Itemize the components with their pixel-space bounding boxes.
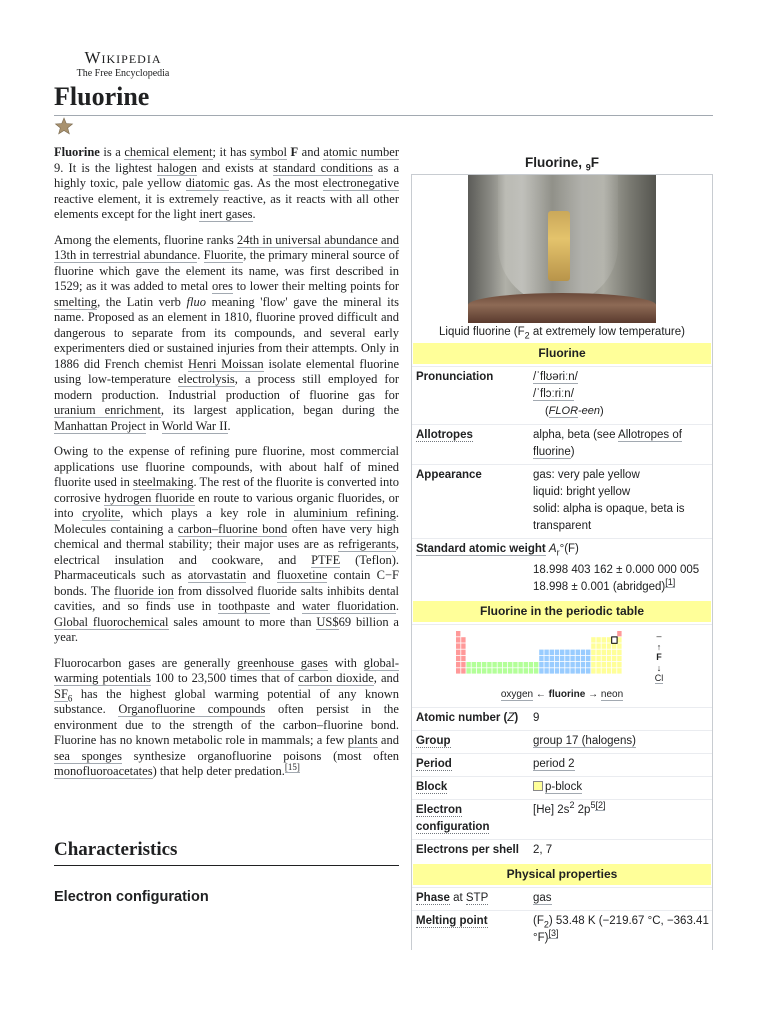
pt-cell xyxy=(477,668,481,673)
inline-link[interactable]: World War II xyxy=(161,418,228,433)
row-electron-configuration xyxy=(412,799,712,839)
pt-cell xyxy=(591,637,595,642)
infobox-title-text: Fluorine, xyxy=(524,155,586,170)
pt-above: – xyxy=(656,631,662,641)
pt-cell xyxy=(586,650,590,655)
pt-cell xyxy=(550,668,554,673)
inline-link[interactable]: uranium enrichment xyxy=(54,403,161,417)
pt-cell xyxy=(544,662,548,667)
pt-cell xyxy=(529,662,533,667)
row-melting-point xyxy=(412,910,712,950)
caption-text-end: at extremely low temperature) xyxy=(529,326,685,338)
allotropes-close: ) xyxy=(570,446,575,458)
pt-cell xyxy=(487,662,491,667)
pt-cell xyxy=(602,656,606,661)
caption-text: Liquid fluorine (F xyxy=(439,326,525,338)
pt-cell xyxy=(539,650,543,655)
saw-element: °(F) xyxy=(559,543,579,555)
label-standard-atomic-weight[interactable]: Standard atomic weight xyxy=(416,543,546,555)
element-infobox xyxy=(411,152,713,950)
inline-link[interactable]: carbon dioxide xyxy=(298,671,374,685)
pt-cell xyxy=(456,668,460,673)
pt-cell xyxy=(612,662,616,667)
pt-cell xyxy=(544,668,548,673)
row-standard-atomic-weight xyxy=(412,538,712,560)
label-electrons-per-shell: Electrons per shell xyxy=(416,844,519,856)
pt-cell xyxy=(482,662,486,667)
wikipedia-logo[interactable] xyxy=(70,48,176,79)
pt-cell xyxy=(565,662,569,667)
inline-link[interactable]: Henri Moissan xyxy=(187,356,264,371)
lead-paragraph-1: Fluorine is a chemical element; it has symbol F and atomic number 9. It is the lightest halogen and exists at standard conditions as a highly toxic, pale yellow diatomic gas. As the most electronegative reactive element, it is extremely reactive, as it reacts with all other elements except for the light inert gases. xyxy=(54,145,400,221)
pt-cell xyxy=(617,650,621,655)
pt-cell xyxy=(565,656,569,661)
label-atomic-number-close: ) xyxy=(514,712,519,724)
pt-cell xyxy=(529,668,533,673)
inline-link[interactable]: greenhouse gases xyxy=(237,655,328,670)
pt-cell xyxy=(617,656,621,661)
inline-link[interactable]: sea sponges xyxy=(54,748,122,763)
ec-core: [He] 2s xyxy=(533,804,570,816)
inline-link[interactable]: global-warming potentials xyxy=(54,655,399,685)
pt-cell xyxy=(581,668,585,673)
inline-link[interactable]: ores xyxy=(212,279,233,293)
pt-cell xyxy=(560,656,564,661)
title-divider xyxy=(54,115,713,116)
inline-link[interactable]: 24th in universal abundance and 13th in terrestrial abundance xyxy=(54,232,399,262)
pt-right-arrow: → xyxy=(585,689,601,700)
label-group[interactable]: Group xyxy=(416,735,451,747)
pt-cell xyxy=(596,662,600,667)
page-title: Fluorine xyxy=(54,82,150,111)
pt-cell xyxy=(482,668,486,673)
pt-cell xyxy=(544,650,548,655)
pt-cell xyxy=(456,656,460,661)
pt-cell xyxy=(612,650,616,655)
pt-cell xyxy=(570,656,574,661)
pt-cell xyxy=(555,668,559,673)
inline-link[interactable]: Fluorite xyxy=(203,248,244,262)
appearance-gas: gas: very pale yellow xyxy=(533,469,640,481)
pt-cell xyxy=(591,643,595,648)
inline-link[interactable]: toothpaste xyxy=(218,599,270,613)
pt-cell xyxy=(607,662,611,667)
pt-cell xyxy=(555,656,559,661)
inline-link[interactable]: standard conditions xyxy=(273,160,373,175)
inline-link[interactable]: cryolite xyxy=(82,506,121,520)
pt-cell xyxy=(607,650,611,655)
row-block xyxy=(412,776,712,799)
label-melting-point[interactable]: Melting point xyxy=(416,915,488,927)
pt-cell xyxy=(456,631,460,636)
pt-cell xyxy=(602,643,606,648)
pt-cell xyxy=(591,650,595,655)
pt-cell xyxy=(602,662,606,667)
photo-caption xyxy=(412,325,712,340)
pt-down-arrow: ↓ xyxy=(656,662,662,673)
pt-cell xyxy=(550,662,554,667)
label-pronunciation: Pronunciation xyxy=(416,371,494,383)
pt-cell xyxy=(456,650,460,655)
pt-cell xyxy=(456,662,460,667)
row-atomic-number xyxy=(412,707,712,730)
subsection-heading-electron-configuration: Electron configuration xyxy=(54,889,209,905)
pt-cell xyxy=(498,662,502,667)
logo-wordmark: Wikipedia xyxy=(84,48,162,67)
ec-reference[interactable]: [2] xyxy=(595,800,606,811)
liquid-fluorine-photo[interactable] xyxy=(468,175,656,323)
pt-cell xyxy=(602,668,606,673)
pt-cell xyxy=(565,668,569,673)
block-link[interactable]: p-block xyxy=(545,781,583,793)
pt-cell xyxy=(461,650,465,655)
pt-cell xyxy=(560,662,564,667)
row-saw-values xyxy=(412,560,712,599)
pt-cell xyxy=(591,662,595,667)
inline-link[interactable]: inert gases xyxy=(199,207,253,221)
inline-link[interactable]: water fluoridation xyxy=(302,599,396,613)
inline-link[interactable]: steelmaking xyxy=(133,475,194,489)
label-phase-at: at xyxy=(449,892,466,904)
ipa-link-2[interactable]: /ˈflɔːriːn/ xyxy=(533,388,574,400)
pt-neighbors xyxy=(649,631,669,684)
inline-link[interactable]: hydrogen fluoride xyxy=(104,490,195,505)
pt-cell xyxy=(550,650,554,655)
pt-cell xyxy=(461,637,465,642)
pt-cell xyxy=(607,656,611,661)
section-heading-characteristics: Characteristics xyxy=(54,838,399,866)
pt-cell xyxy=(602,650,606,655)
inline-link[interactable]: electrolysis xyxy=(177,372,235,386)
bold-term: Fluorine xyxy=(54,145,100,159)
pt-cell xyxy=(498,668,502,673)
respelling-end: -een xyxy=(578,405,601,417)
inline-link[interactable]: atomic number xyxy=(323,145,399,159)
pt-cell xyxy=(586,662,590,667)
pt-cell xyxy=(492,662,496,667)
pt-cell xyxy=(487,668,491,673)
label-atomic-number: Atomic number ( xyxy=(416,712,508,724)
pt-cell xyxy=(607,637,611,642)
pt-cell xyxy=(617,662,621,667)
pt-cell xyxy=(586,668,590,673)
inline-link[interactable]: fluoxetine xyxy=(276,568,328,582)
italic-term: fluo xyxy=(186,294,206,309)
inline-link[interactable]: PTFE xyxy=(311,552,341,567)
inline-link[interactable]: smelting xyxy=(54,294,98,309)
inline-link[interactable]: halogen xyxy=(157,160,197,175)
subscript: 6 xyxy=(67,693,73,703)
pt-cell xyxy=(513,668,517,673)
featured-article-star-icon[interactable] xyxy=(54,117,74,135)
pt-cell xyxy=(617,631,621,636)
infobox-title xyxy=(411,152,713,174)
pt-cell xyxy=(518,668,522,673)
infobox-header-element: Fluorine xyxy=(413,343,711,364)
inline-link[interactable]: diatomic xyxy=(185,176,230,190)
inline-link[interactable]: symbol xyxy=(250,145,287,159)
inline-link[interactable]: electronegative xyxy=(322,176,400,190)
saw-value-abridged: 18.998 ± 0.001 (abridged) xyxy=(533,581,666,593)
pt-cell xyxy=(612,668,616,673)
infobox-header-physical: Physical properties xyxy=(413,864,711,885)
label-allotropes[interactable]: Allotropes xyxy=(416,429,473,441)
allotropes-link[interactable]: Allotropes of fluorine xyxy=(533,429,682,458)
caption-subscript: 2 xyxy=(524,330,530,341)
pt-cell xyxy=(607,643,611,648)
inline-link[interactable]: SF xyxy=(54,686,68,701)
lead-paragraph-2: Among the elements, fluorine ranks 24th in universal abundance and 13th in terrestrial abundance. Fluorite, the primary mineral source of fluorine which gave the element its name, was first described in 1529; as it was added to metal ores to lower their melting points for smelting, the Latin verb fluo meaning 'flow' gave the mineral its name. Proposed as an element in 1810, fluorine proved difficult and dangerous to separate from its compounds, and several early experimenters died or sustained injuries from their attempts. Only in 1886 did French chemist Henri Moissan isolate elemental fluorine using low-temperature electrolysis, a process still employed for modern production. Industrial production of fluorine gas for uranium enrichment, its largest application, began during the Manhattan Project in World War II. xyxy=(54,232,400,433)
periodic-table-locator[interactable] xyxy=(412,624,712,707)
inline-link[interactable]: refrigerants xyxy=(338,537,396,551)
pt-cell xyxy=(539,656,543,661)
mp-value: ) 53.48 K (−219.67 °C, −363.41 °F) xyxy=(533,915,709,944)
pt-cell xyxy=(539,668,543,673)
period-link[interactable]: period 2 xyxy=(533,758,575,770)
pt-cell xyxy=(560,650,564,655)
inline-link[interactable]: Organofluorine compounds xyxy=(118,702,266,716)
respelling-close: ) xyxy=(600,405,604,417)
label-appearance: Appearance xyxy=(416,469,482,481)
row-electrons-per-shell xyxy=(412,839,712,862)
label-stp[interactable]: STP xyxy=(465,892,489,904)
pt-cell xyxy=(586,656,590,661)
inline-link[interactable]: carbon–fluorine bond xyxy=(177,521,288,536)
pt-cell xyxy=(555,650,559,655)
inline-link[interactable]: Global fluorochemical xyxy=(54,614,169,629)
pt-cell xyxy=(596,650,600,655)
pt-cell xyxy=(591,668,595,673)
respelling-open: ( xyxy=(545,405,549,417)
inline-link[interactable]: chemical element xyxy=(124,145,213,159)
label-block[interactable]: Block xyxy=(416,781,448,793)
pt-cell xyxy=(581,650,585,655)
pblock-swatch-icon xyxy=(533,781,543,791)
pt-cell xyxy=(596,643,600,648)
pt-cell xyxy=(576,650,580,655)
pt-cell xyxy=(617,668,621,673)
pt-self: F xyxy=(656,652,662,662)
saw-reference[interactable]: [1] xyxy=(665,577,676,588)
label-period[interactable]: Period xyxy=(416,758,452,770)
pt-cell xyxy=(503,668,507,673)
pt-cell xyxy=(612,656,616,661)
pt-left-link[interactable]: oxygen xyxy=(500,689,534,700)
pt-cell xyxy=(518,662,522,667)
mp-subscript: 2 xyxy=(543,919,549,930)
inline-link[interactable]: US$ xyxy=(316,614,339,629)
row-group xyxy=(412,730,712,753)
pt-cell xyxy=(503,662,507,667)
mp-reference[interactable]: [3] xyxy=(548,928,559,939)
infobox-header-periodic-table: Fluorine in the periodic table xyxy=(413,601,711,622)
phase-link[interactable]: gas xyxy=(533,892,552,904)
respelling-link[interactable]: FLOR xyxy=(548,405,579,417)
row-period xyxy=(412,753,712,776)
pt-cell xyxy=(461,668,465,673)
pt-cell xyxy=(544,656,548,661)
pt-cell xyxy=(472,668,476,673)
pt-cell xyxy=(456,637,460,642)
saw-symbol: A xyxy=(548,543,557,555)
citation-link[interactable]: [15] xyxy=(284,761,300,772)
pt-cell xyxy=(466,668,470,673)
group-link[interactable]: group 17 (halogens) xyxy=(533,735,636,747)
pt-cell xyxy=(508,668,512,673)
lead-paragraph-3: Owing to the expense of refining pure fluorine, most commercial applications use fluorine compounds, with about half of mined fluorite used in steelmaking. The rest of the fluorite is converted into corrosive hydrogen fluoride en route to various organic fluorides, or into cryolite, which plays a key role in aluminium refining. Molecules containing a carbon–fluorine bond often have very high chemical and thermal stability; their major uses are as refrigerants, electrical insulation and cookware, and PTFE (Teflon). Pharmaceuticals such as atorvastatin and fluoxetine contain C−F bonds. The fluoride ion from dissolved fluoride salts inhibits dental cavities, and so finds use in toothpaste and water fluoridation. Global fluorochemical sales amount to more than US$69 billion a year. xyxy=(54,444,400,644)
pt-cell xyxy=(524,662,528,667)
label-electron-configuration[interactable]: Electron configuration xyxy=(416,804,490,833)
inline-link[interactable]: atorvastatin xyxy=(187,568,247,582)
pt-row-neighbors xyxy=(412,689,712,701)
pt-cell xyxy=(466,662,470,667)
pt-cell xyxy=(607,668,611,673)
ec-s-count: 2 xyxy=(569,800,575,811)
value-atomic-number: 9 xyxy=(533,712,540,724)
pt-left-arrow: ← xyxy=(533,689,549,700)
pt-cell xyxy=(461,662,465,667)
inline-link[interactable]: Manhattan Project xyxy=(54,418,146,433)
inline-link[interactable]: plants xyxy=(347,733,378,747)
citation xyxy=(285,762,300,773)
pt-cell xyxy=(539,662,543,667)
pt-cell xyxy=(591,656,595,661)
inline-link[interactable]: monofluoroacetates xyxy=(54,764,153,778)
pt-cell xyxy=(555,662,559,667)
logo-tagline: The Free Encyclopedia xyxy=(76,68,170,79)
inline-link[interactable]: fluoride ion xyxy=(114,583,174,598)
appearance-liquid: liquid: bright yellow xyxy=(533,486,631,498)
pt-cell xyxy=(508,662,512,667)
pt-cell xyxy=(576,668,580,673)
row-phase xyxy=(412,887,712,910)
pt-cell xyxy=(570,650,574,655)
pt-cell xyxy=(565,650,569,655)
pt-cell xyxy=(477,662,481,667)
value-electrons-per-shell: 2, 7 xyxy=(533,844,553,856)
pt-cell xyxy=(534,668,538,673)
allotropes-text: alpha, beta (see xyxy=(533,429,619,441)
bold-term: F xyxy=(290,145,299,159)
pt-up-arrow: ↑ xyxy=(656,641,662,652)
pt-cell xyxy=(596,656,600,661)
pt-cell xyxy=(456,643,460,648)
inline-link[interactable]: aluminium refining xyxy=(293,506,396,520)
pt-cell xyxy=(576,662,580,667)
article-lead xyxy=(54,145,399,790)
appearance-solid: solid: alpha is opaque, beta is transparent xyxy=(533,503,685,532)
pt-cell xyxy=(550,656,554,661)
pt-cell xyxy=(602,637,606,642)
ec-p-orbital: 2p xyxy=(574,804,591,816)
row-allotropes xyxy=(412,424,712,464)
pt-cell xyxy=(596,637,600,642)
saw-subscript: r xyxy=(556,547,560,558)
label-atomic-number-z: Z xyxy=(507,712,515,724)
pt-cell xyxy=(524,668,528,673)
row-pronunciation xyxy=(412,366,712,424)
pt-current: fluorine xyxy=(548,689,586,700)
pt-cell xyxy=(581,662,585,667)
pt-cell xyxy=(492,668,496,673)
saw-value-full: 18.998 403 162 ± 0.000 000 005 xyxy=(533,564,700,576)
row-appearance xyxy=(412,464,712,538)
ec-p-count: 5 xyxy=(590,800,596,811)
pt-cell xyxy=(617,637,621,642)
pt-cell xyxy=(581,656,585,661)
mp-open: (F xyxy=(533,915,544,927)
pt-cell xyxy=(461,643,465,648)
pt-cell xyxy=(560,668,564,673)
pt-below-link[interactable]: Cl xyxy=(654,673,664,683)
pt-cell xyxy=(570,662,574,667)
ipa-link-1[interactable]: /ˈflʊəriːn/ xyxy=(533,371,578,383)
pt-cell xyxy=(461,656,465,661)
label-phase[interactable]: Phase xyxy=(416,892,450,904)
pt-cell xyxy=(576,656,580,661)
pt-right-link[interactable]: neon xyxy=(600,689,624,700)
pt-cell xyxy=(570,668,574,673)
lead-paragraph-4: Fluorocarbon gases are generally greenhouse gases with global-warming potentials 100 to 23,500 times that of carbon dioxide, and $SF_6$ has the highest global warming potential of any known substance. Organofluorine compounds often persist in the environment due to the strength of the carbon–fluorine bond. Fluorine has no known metabolic role in mammals; a few plants and sea sponges synthesize organofluorine poisons (most often monofluoroacetates) that help deter predation.[15] xyxy=(54,655,399,778)
infobox-title-symbol: F xyxy=(590,155,599,170)
pt-cell xyxy=(472,662,476,667)
pt-cell xyxy=(596,668,600,673)
pt-cell xyxy=(534,662,538,667)
pt-cell xyxy=(513,662,517,667)
pt-cell xyxy=(612,643,616,648)
pt-cell xyxy=(617,643,621,648)
pt-highlight-fluorine xyxy=(612,637,617,643)
infobox-title-atomic-number: 9 xyxy=(585,162,591,173)
